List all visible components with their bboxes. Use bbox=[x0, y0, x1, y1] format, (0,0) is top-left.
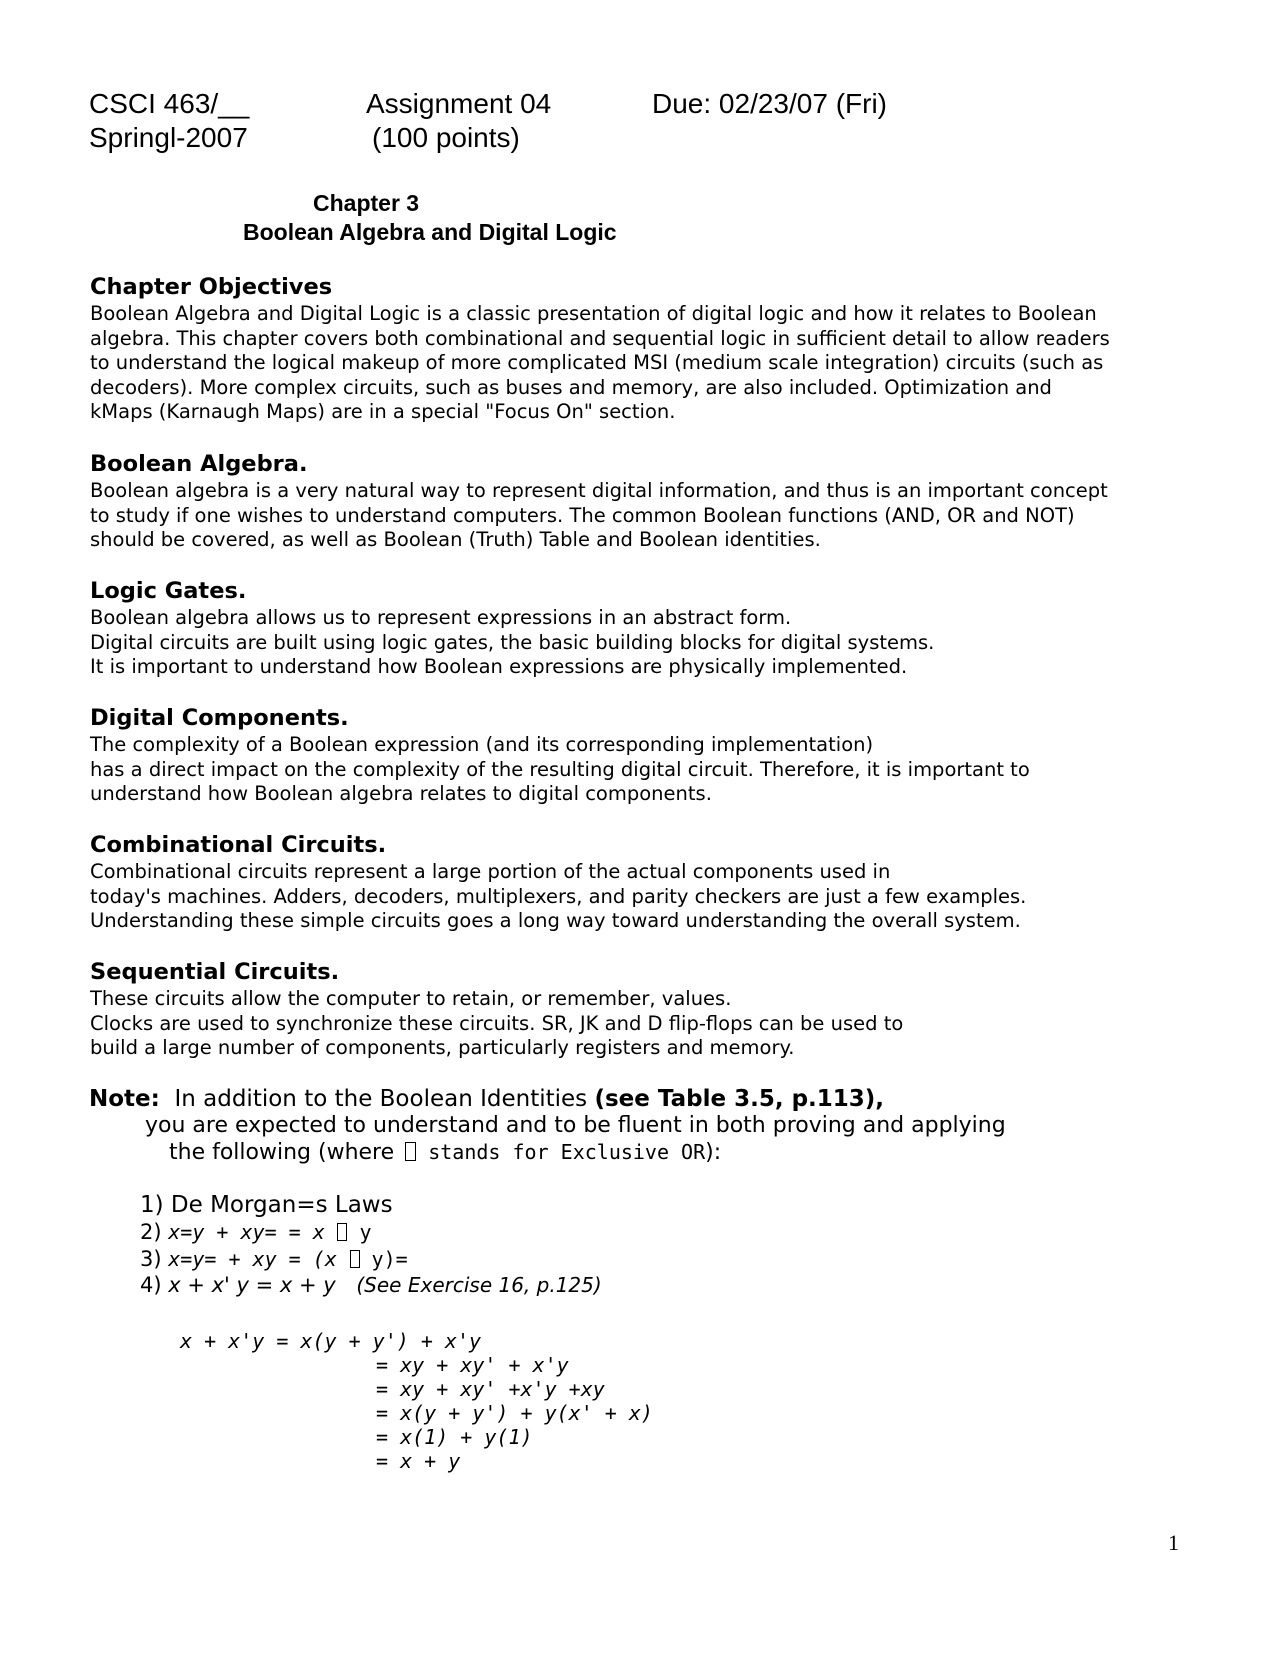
note-table-ref: (see Table 3.5, p.113), bbox=[594, 1086, 885, 1112]
proof-line: = x(y + y') + y(x' + x) bbox=[376, 1401, 653, 1425]
proof-line: x + x'y = x(y + y') + x'y bbox=[180, 1329, 482, 1353]
item-number: 3) bbox=[140, 1247, 162, 1271]
page-number: 1 bbox=[1168, 1530, 1179, 1555]
proof-line: = x(1) + y(1) bbox=[376, 1425, 533, 1449]
term: Springl-2007 bbox=[89, 122, 248, 153]
item-2 bbox=[140, 1220, 372, 1244]
note-xor-definition: stands for Exclusive OR bbox=[416, 1140, 706, 1164]
note-line-3-end: ): bbox=[705, 1140, 722, 1165]
note-line-3 bbox=[169, 1140, 721, 1165]
section-heading: Logic Gates. bbox=[90, 578, 247, 604]
section-logic-gates bbox=[90, 576, 1210, 680]
item-number: 4) bbox=[140, 1273, 162, 1297]
section-boolean-algebra bbox=[90, 449, 1210, 553]
missing-glyph-icon bbox=[405, 1142, 416, 1161]
section-combinational-circuits bbox=[90, 830, 1210, 934]
item-expression: x=y= + xy = (x bbox=[168, 1247, 337, 1271]
item-3 bbox=[140, 1247, 408, 1271]
note-text: In addition to the Boolean Identities bbox=[174, 1086, 588, 1112]
item-expression: x=y + xy= = x bbox=[168, 1220, 325, 1244]
section-body: Boolean algebra allows us to represent expressions in an abstract form. Digital circuits are built using logic gates, the basic building blocks for digital systems. It is important to understand how Boolean expressions are physically implemented. bbox=[90, 606, 935, 678]
item-expression: x + x' y = x + y bbox=[168, 1273, 336, 1297]
proof-line: = x + y bbox=[376, 1449, 461, 1473]
item-number: 2) bbox=[140, 1220, 162, 1244]
item-expression-end: y)= bbox=[359, 1247, 408, 1271]
section-body: Boolean algebra is a very natural way to represent digital information, and thus is an important concept to study if one wishes to understand computers. The common Boolean functions (AND, OR and NOT) should be covered, as well as Boolean (Truth) Table and Boolean identities. bbox=[90, 479, 1108, 551]
section-heading: Digital Components. bbox=[90, 705, 349, 731]
section-body: Boolean Algebra and Digital Logic is a classic presentation of digital logic and how it relates to Boolean algebra. This chapter covers both combinational and sequential logic in sufficient detail to allow readers to understand the logical makeup of more complicated MSI (medium scale integration) circuits (such as decoders). More complex circuits, such as buses and memory, are also included. Optimization and kMaps (Karnaugh Maps) are in a special "Focus On" section. bbox=[90, 302, 1110, 423]
course-code: CSCI 463/__ bbox=[89, 88, 250, 119]
section-heading: Chapter Objectives bbox=[90, 274, 333, 300]
section-heading: Combinational Circuits. bbox=[90, 832, 387, 858]
item-exercise-ref: (See Exercise 16, p.125) bbox=[356, 1273, 602, 1297]
section-body: These circuits allow the computer to retain, or remember, values. Clocks are used to synchronize these circuits. SR, JK and D flip-flops can be used to build a large number of components, particularly registers and memory. bbox=[90, 987, 904, 1059]
assignment-title: Assignment 04 bbox=[366, 88, 552, 119]
section-chapter-objectives bbox=[90, 272, 1210, 425]
item-expression-end: y bbox=[347, 1220, 372, 1244]
item-4 bbox=[140, 1273, 602, 1297]
chapter-number: Chapter 3 bbox=[313, 190, 420, 216]
section-heading: Boolean Algebra. bbox=[90, 451, 308, 477]
missing-glyph-icon bbox=[350, 1250, 360, 1268]
note-line-2: you are expected to understand and to be fluent in both proving and applying bbox=[145, 1113, 1006, 1138]
due-date: Due: 02/23/07 (Fri) bbox=[652, 88, 887, 119]
note-label: Note: bbox=[89, 1086, 160, 1112]
note-line-3-start: the following (where bbox=[169, 1140, 395, 1165]
section-sequential-circuits bbox=[90, 957, 1210, 1061]
assignment-points: (100 points) bbox=[372, 122, 520, 153]
section-digital-components bbox=[90, 703, 1210, 807]
proof-line: = xy + xy' + x'y bbox=[376, 1353, 569, 1377]
section-body: The complexity of a Boolean expression (and its corresponding implementation) has a direct impact on the complexity of the resulting digital circuit. Therefore, it is important to understand how Boolean algebra relates to digital components. bbox=[90, 733, 1030, 805]
section-heading: Sequential Circuits. bbox=[90, 959, 340, 985]
missing-glyph-icon bbox=[337, 1223, 347, 1241]
note-line-1 bbox=[89, 1086, 884, 1112]
proof-line: = xy + xy' +x'y +xy bbox=[376, 1377, 605, 1401]
chapter-title: Boolean Algebra and Digital Logic bbox=[243, 219, 617, 245]
section-body: Combinational circuits represent a large portion of the actual components used in today's machines. Adders, decoders, multiplexers, and parity checkers are just a few examples. Understanding these simple circuits goes a long way toward understanding the overall system. bbox=[90, 860, 1027, 932]
item-de-morgan: 1) De Morgan=s Laws bbox=[140, 1192, 393, 1218]
